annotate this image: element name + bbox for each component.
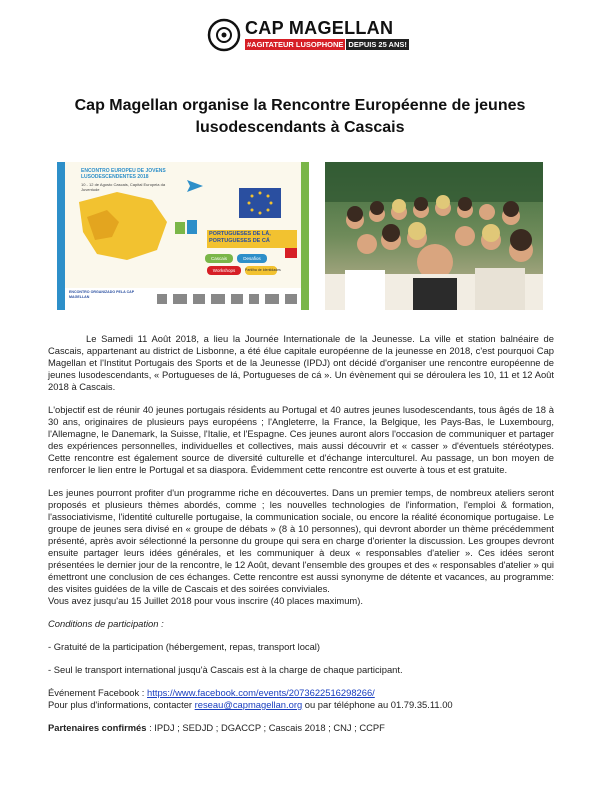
- poster-heading: ENCONTRO EUROPEU DE JOVENS LUSODESCENDENTES 2018: [81, 168, 166, 180]
- partners-label: Partenaires confirmés: [48, 722, 147, 733]
- contact-email-link[interactable]: reseau@capmagellan.org: [194, 699, 303, 710]
- paragraph-objective: L'objectif est de réunir 40 jeunes portugais résidents au Portugal et 40 autres jeunes lusodescendants, tous âgés de 18 à 30 ans, originaires de plusieurs pays européens ; l'Angleterre, la France, la Belgique, les Pays-Bas, le Luxembourg, l'Allemagne, le Danemark, la Suisse, l'Italie, et l'Espagne. Ces jeunes auront alors l'occasion de communiquer et partager des expériences personnelles, individuelles et collectives, mais aussi découvrir et « casser » d'éventuels stéréotypes. Cette rencontre est également source de diversité culturelle et d'échange interculturel. Au passage, un bon moyen de renforcer le lien entre le Portugal et sa diaspora. Évidemment cette rencontre est ouverte à tous et est gratuite.: [48, 404, 554, 475]
- logo-tagline: [245, 40, 409, 49]
- partners-line: [48, 722, 554, 734]
- paragraph-program: [48, 487, 554, 607]
- logo-tagline-black: DEPUIS 25 ANS!: [348, 40, 407, 49]
- contact-suffix: ou par téléphone au 01.79.35.11.00: [302, 699, 453, 710]
- poster-tag-workshops: Workshops: [212, 268, 236, 273]
- group-photo-graphic: [325, 162, 543, 310]
- group-photo-image: [325, 162, 543, 310]
- poster-tag-desafios: Desafios: [243, 256, 261, 261]
- contact-line: [48, 699, 554, 711]
- contact-section: [48, 687, 554, 711]
- facebook-event-line: [48, 687, 554, 699]
- poster-footer: ENCONTRO ORGANIZADO PELA CAP MAGELLAN: [69, 290, 135, 299]
- paragraph-program-deadline: Vous avez jusqu'au 15 Juillet 2018 pour vous inscrire (40 places maximum).: [48, 595, 363, 606]
- cap-magellan-logo: [207, 14, 407, 56]
- partners-list: : IPDJ ; SEDJD ; DGACCP ; Cascais 2018 ; CNJ ; CCPF: [146, 722, 385, 733]
- facebook-event-label: Événement Facebook :: [48, 687, 148, 698]
- logo-mark-icon: [207, 18, 241, 52]
- poster-tag-cascais: Cascais: [210, 256, 227, 261]
- conditions-section: [48, 618, 554, 676]
- conditions-item: - Gratuité de la participation (hébergement, repas, transport local): [48, 641, 321, 652]
- contact-prefix: Pour plus d'informations, contacter: [48, 699, 195, 710]
- event-poster-image: [57, 162, 309, 310]
- logo-title: CAP MAGELLAN: [245, 18, 394, 38]
- poster-subheading: 10 - 12 de Agosto Cascais, Capital Europeia da Juventude: [81, 182, 166, 192]
- article-body: [48, 333, 554, 734]
- conditions-title: Conditions de participation :: [48, 618, 164, 629]
- logo-tagline-red: #AGITATEUR LUSOPHONE: [247, 40, 344, 49]
- conditions-item: - Seul le transport international jusqu'à Cascais est à la charge de chaque participant.: [48, 664, 403, 675]
- paragraph-intro: Le Samedi 11 Août 2018, a lieu la Journée Internationale de la Jeunesse. La ville et station balnéaire de Cascais, appartenant au district de Lisbonne, a été élue capitale européenne de la jeunesse en 2018, c'est pourquoi Cap Magellan et l'Institut Portugais des Sports et de la Jeunesse (IPDJ) ont décidé d'organiser une rencontre européenne de jeunes lusodescendants, « Portugueses de lá, Portugueses de cá ». Un évènement qui se déroulera les 10, 11 et 12 Août 2018 à Cascais.: [48, 333, 554, 392]
- poster-slogan: PORTUGUESES DE LÁ, PORTUGUESES DE CÁ: [209, 231, 271, 244]
- paragraph-program-text: Les jeunes pourront profiter d'un programme riche en découvertes. Dans un premier temps, de nombreux ateliers seront proposés et plusieurs thèmes abordés, comme ; les nouvelles technologies de l'information, l'emploi & formation, l'associativisme, l'identité culturelle portugaise, la communication sociale, ou encore la réalité économique portugaise. Le groupe de jeunes sera divisé en « groupe de débats » (8 à 10 personnes), qui devront aborder un thème précédemment présenté, après avoir sélectionné la personne du groupe qui sera en charge d'orienter la discussion. Les groupes devront ensuite partager leurs idées générales, et les communiquer à deux « responsables d'atelier ». Ces idées seront présentées le dernier jour de la rencontre, le 12 Août, devant l'ensemble des groupes et des « responsables d'atelier » qui émettront une conclusion de ces échanges. Cette rencontre est aussi synonyme de détente et vacances, au programme: des visites guidées de la ville de Cascais et des soirées conviviales.: [48, 487, 554, 594]
- facebook-event-link[interactable]: https://www.facebook.com/events/2073622516298266/: [147, 687, 375, 698]
- poster-tag-partilha: Partilha de Identidades: [245, 268, 281, 272]
- page-title: Cap Magellan organise la Rencontre Européenne de jeunes lusodescendants à Cascais: [74, 97, 526, 136]
